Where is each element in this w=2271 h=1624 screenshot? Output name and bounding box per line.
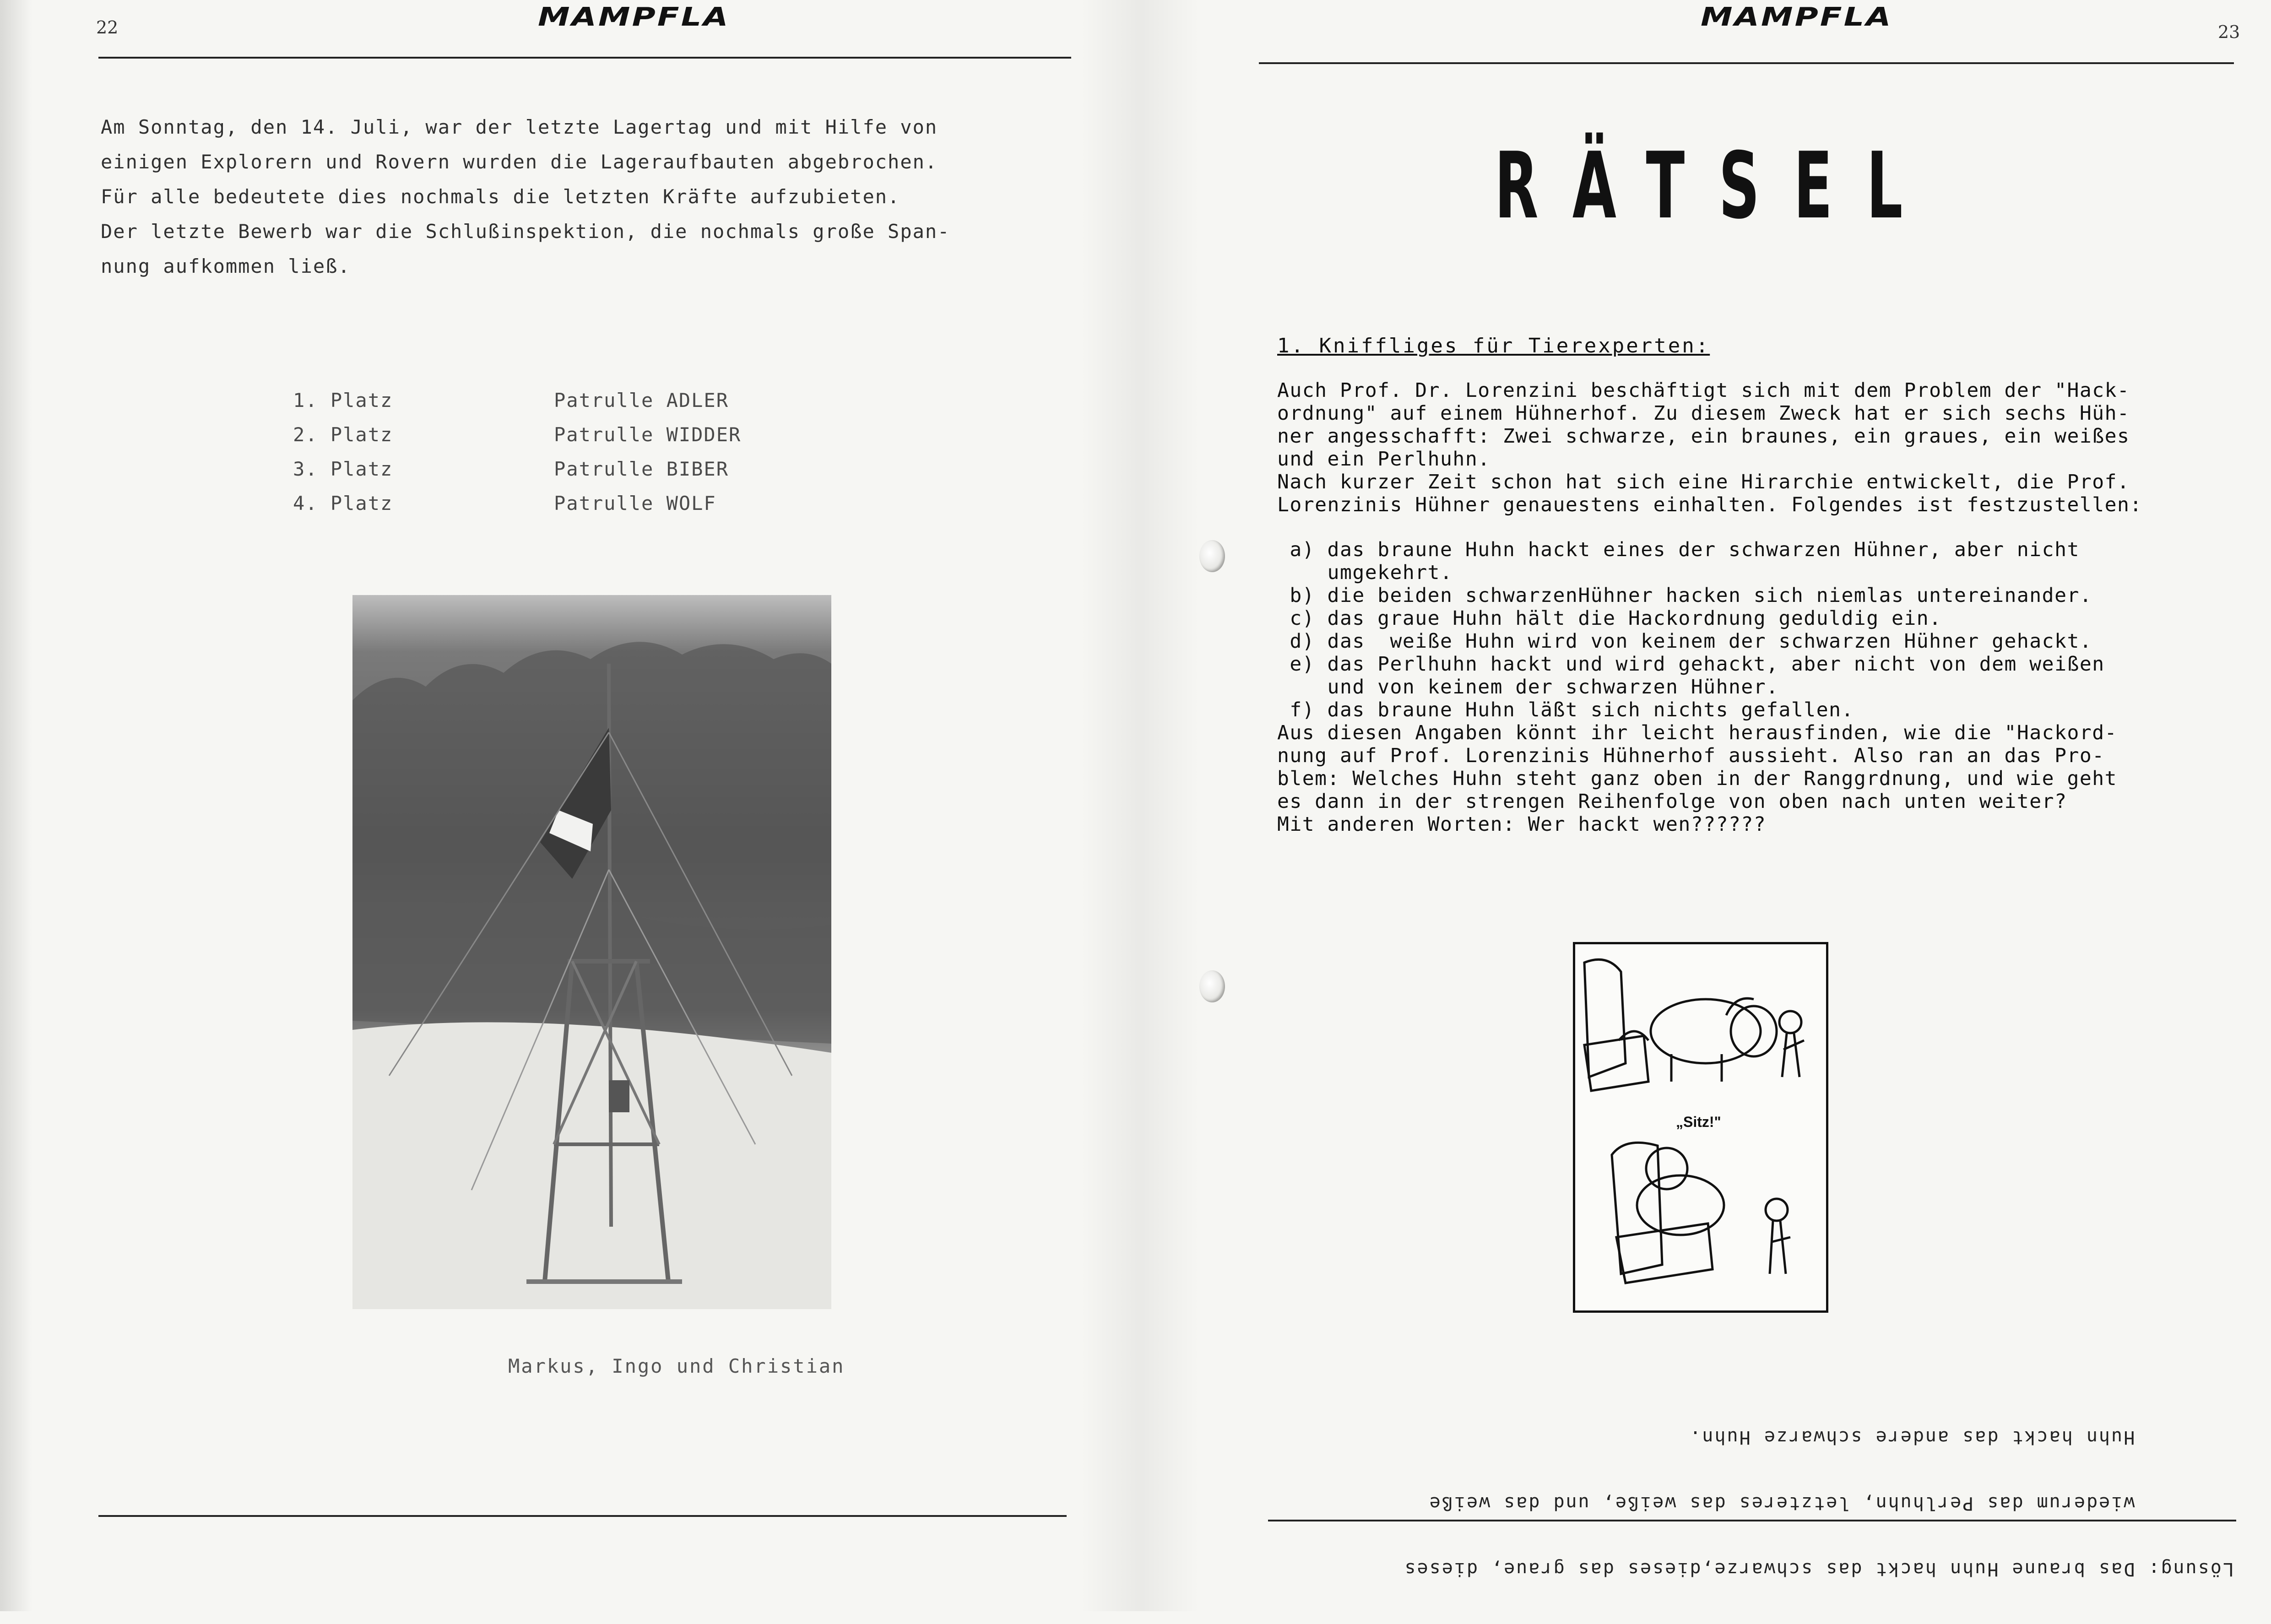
footer-rule [98,1515,1067,1517]
article-paragraph [101,110,950,284]
placing-team: Patrulle ADLER [554,389,729,411]
paragraph-line: einigen Explorern und Rovern wurden die Lageraufbauten abgebrochen. [101,151,938,173]
puzzle-clues [1277,538,2105,721]
page-number: 23 [2218,22,2240,42]
page-number: 22 [96,17,119,38]
outro-line: es dann in der strengen Reihenfolge von oben nach unten weiter? [1277,790,2067,813]
solution-line: wiederum das Perlhuhn, letzteres das weiße, und das weiße [1428,1493,2234,1514]
punch-hole [1199,970,1225,1002]
placing-place: 3. Platz [293,458,393,480]
intro-line: ordnung" auf einem Hühnerhof. Zu diesem Zweck hat er sich sechs Hüh- [1277,402,2130,425]
paragraph-line: Der letzte Bewerb war die Schlußinspektion, die nochmals große Span- [101,220,950,243]
paragraph-line: Am Sonntag, den 14. Juli, war der letzte Lagertag und mit Hilfe von [101,116,938,138]
placing-team: Patrulle BIBER [554,458,729,480]
clue-line: b) die beiden schwarzenHühner hacken sich niemlas untereinander. [1277,584,2092,607]
paragraph-line: Für alle bedeutete dies nochmals die letzten Kräfte aufzubieten. [101,185,900,208]
placing-place: 2. Platz [293,423,393,446]
puzzle-title: RÄTSEL [1495,133,1937,239]
photo-illustration [352,595,831,1309]
clue-line: a) das braune Huhn hackt eines der schwarzen Hühner, aber nicht [1277,538,2080,561]
solution-line: Lösung: Das braune Huhn hackt das schwarze,dieses das graue, dieses [1403,1559,2234,1580]
clue-line: d) das weiße Huhn wird von keinem der schwarzen Hühner gehackt. [1277,630,2092,653]
puzzle-intro [1277,379,2142,516]
intro-line: Nach kurzer Zeit schon hat sich eine Hirarchie entwickelt, die Prof. [1277,471,2130,493]
puzzle-outro [1277,721,2117,836]
placing-team: Patrulle WIDDER [554,423,742,446]
solution-line: Huhn hackt das andere schwarze Huhn. [1688,1427,2234,1448]
intro-line: und ein Perlhuhn. [1277,448,1491,471]
upside-down-solution [1295,1382,2234,1624]
camp-tower-photo [352,595,831,1309]
punch-hole [1199,540,1225,572]
section-heading: 1. Kniffliges für Tierexperten: [1277,334,1710,357]
outro-line: Mit anderen Worten: Wer hackt wen?????? [1277,813,1767,836]
placing-place: 1. Platz [293,389,393,411]
masthead-logo: MAMPFLA [538,2,730,32]
intro-line: Auch Prof. Dr. Lorenzini beschäftigt sich mit dem Problem der "Hack- [1277,379,2130,402]
intro-line: ner angesschafft: Zwei schwarze, ein braunes, ein graues, ein weißes [1277,425,2130,448]
photo-caption: Markus, Ingo und Christian [508,1355,845,1377]
masthead-logo: MAMPFLA [1701,2,1893,32]
clue-line: c) das graue Huhn hält die Hackordnung geduldig ein. [1277,607,1942,630]
intro-line: Lorenzinis Hühner genauestens einhalten. Folgendes ist festzustellen: [1277,493,2142,516]
outro-line: Aus diesen Angaben könnt ihr leicht herausfinden, wie die "Hackord- [1277,721,2118,744]
header-rule [98,57,1071,59]
paragraph-line: nung aufkommen ließ. [101,255,351,277]
outro-line: blem: Welches Huhn steht ganz oben in der Ranggrdnung, und wie geht [1277,767,2118,790]
dog-cartoon [1573,942,1828,1313]
clue-line: und von keinem der schwarzen Hühner. [1277,676,1779,698]
page-edge-shadow [0,0,32,1611]
binding-gutter [1080,0,1199,1611]
outro-line: nung auf Prof. Lorenzinis Hühnerhof aussieht. Also ran an das Pro- [1277,744,2105,767]
header-rule [1259,62,2234,64]
clue-line: umgekehrt. [1277,561,1453,584]
clue-line: e) das Perlhuhn hackt und wird gehackt, aber nicht von dem weißen [1277,653,2105,676]
footer-rule [1268,1520,2236,1521]
placing-team: Patrulle WOLF [554,492,716,514]
placing-place: 4. Platz [293,492,393,514]
clue-line: f) das braune Huhn läßt sich nichts gefallen. [1277,698,1854,721]
cartoon-caption: „Sitz!" [1676,1114,1721,1130]
